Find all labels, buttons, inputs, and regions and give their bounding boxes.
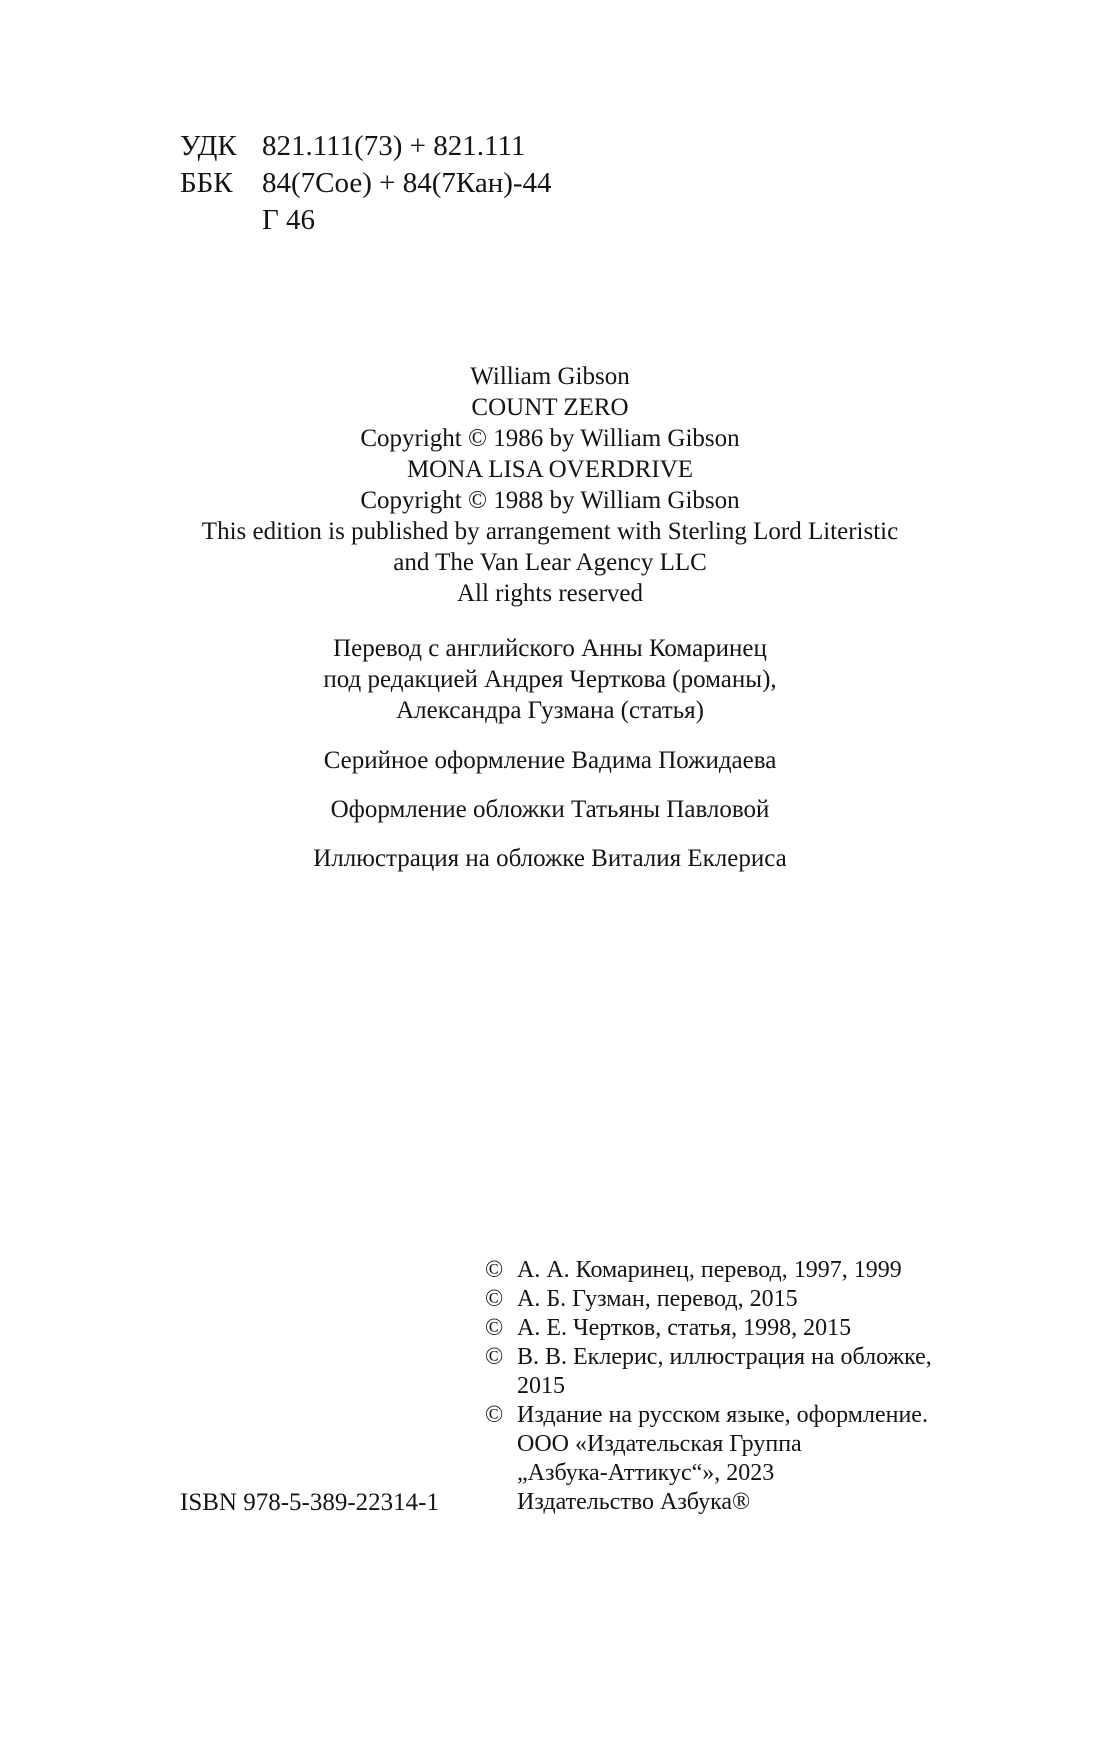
copyright-line: А. А. Комаринец, перевод, 1997, 1999 [517,1257,902,1283]
copyright-symbol: © [485,1344,504,1370]
author-mark: Г 46 [262,204,316,236]
translation-credits [0,633,1100,726]
udk-row [180,128,552,165]
copyright-line: Издание на русском языке, оформление. [517,1402,928,1428]
translation-line-2: под редакцией Андрея Черткова (романы), [323,666,777,693]
translation-line-1: Перевод с английского Анны Комаринец [333,635,767,662]
copyright-item [485,1343,1005,1401]
original-copyright-1: Copyright © 1986 by William Gibson [360,425,740,452]
original-title-2: MONA LISA OVERDRIVE [406,456,694,483]
original-author: William Gibson [470,363,630,390]
copyright-line: В. В. Еклерис, иллюстрация на обложке, [517,1344,932,1370]
isbn-number: ISBN 978-5-389-22314-1 [180,1489,440,1516]
arrangement-line-1: This edition is published by arrangement with Sterling Lord Literistic [201,518,899,545]
classification-block [180,128,552,239]
cover-illustration-text: Иллюстрация на обложке Виталия Еклериса [313,845,787,872]
bbk-value: 84(7Сое) + 84(7Кан)-44 [262,167,552,199]
original-edition-block [0,361,1100,609]
copyright-symbol: © [485,1257,504,1283]
arrangement-line-2: and The Van Lear Agency LLC [393,549,707,576]
copyright-symbol: © [485,1315,504,1341]
translation-line-3: Александра Гузмана (статья) [396,697,704,724]
copyright-line: А. Б. Гузман, перевод, 2015 [517,1286,798,1312]
copyright-line: 2015 [517,1373,565,1399]
original-title-1: COUNT ZERO [471,394,629,421]
udk-label: УДК [180,130,237,162]
copyright-line: А. Е. Чертков, статья, 1998, 2015 [517,1315,852,1341]
rights-reserved: All rights reserved [456,580,644,607]
copyright-item [485,1401,1005,1517]
copyright-notices [485,1256,1005,1517]
copyright-item [485,1256,1005,1285]
copyright-item [485,1314,1005,1343]
udk-value: 821.111(73) + 821.111 [262,130,526,162]
copyright-symbol: © [485,1402,504,1428]
series-design-credit [0,745,1100,776]
cover-illustration-credit [0,843,1100,874]
bbk-label: ББК [180,167,233,199]
bbk-row [180,165,552,202]
copyright-item [485,1285,1005,1314]
cover-design-credit [0,794,1100,825]
copyright-line: „Азбука-Аттикус“», 2023 [517,1460,775,1486]
series-design-text: Серийное оформление Вадима Пожидаева [323,747,777,774]
copyright-line: Издательство Азбука® [517,1489,751,1515]
copyright-line: ООО «Издательская Группа [517,1431,802,1457]
original-copyright-2: Copyright © 1988 by William Gibson [360,487,740,514]
cover-design-text: Оформление обложки Татьяны Павловой [330,796,770,823]
copyright-symbol: © [485,1286,504,1312]
